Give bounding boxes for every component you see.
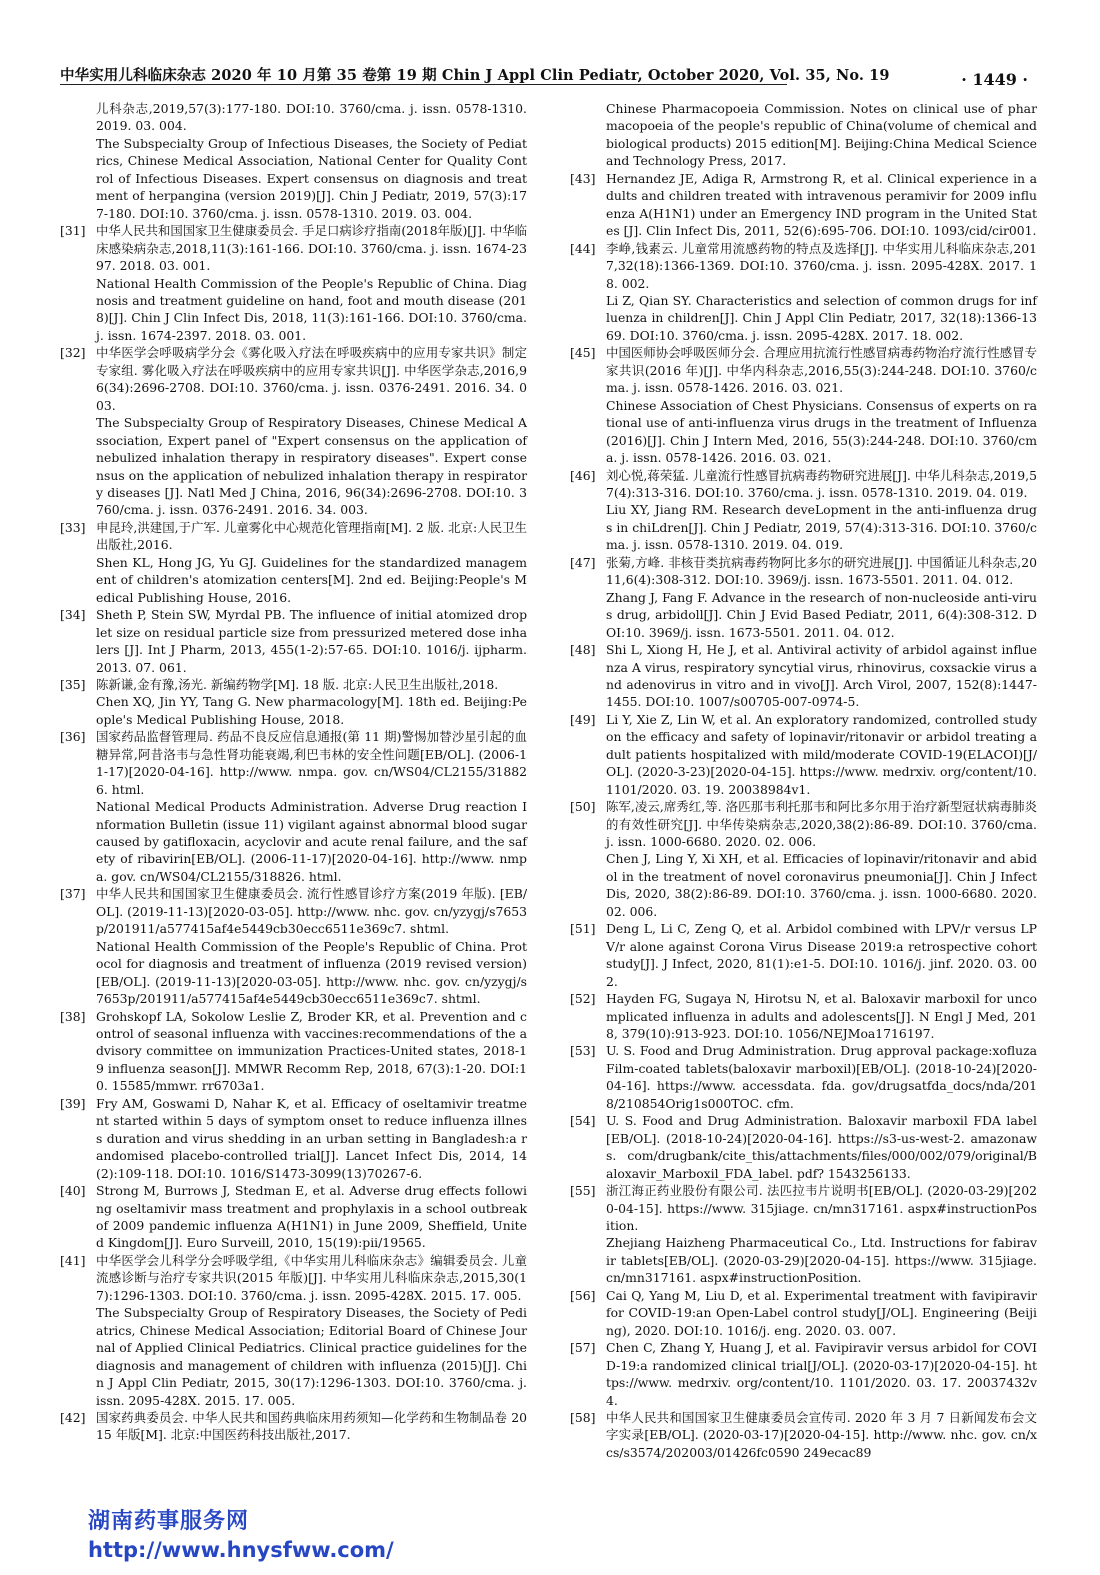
reference-text-english: Shi L, Xiong H, He J, et al. Antiviral activity of arbidol against influenza A virus, respiratory syncytial virus, rhinovirus, coxsackie virus and adenovirus in vitro and in vivo[J]. Arch Virol, 2007, 152(8):1447-1455. DOI:10. 1007/s00705-007-0974-5. — [606, 642, 1037, 710]
reference-number: [51] — [570, 921, 596, 937]
reference-number: [54] — [570, 1113, 596, 1129]
reference-text-chinese: 申昆玲,洪建国,于广军. 儿童雾化中心规范化管理指南[M]. 2 版. 北京:人民卫生出版社,2016. — [96, 519, 527, 553]
reference-entry — [570, 1112, 1037, 1182]
reference-text-chinese: 国家药典委员会. 中华人民共和国药典临床用药须知—化学药和生物制品卷 2015 年版[M]. 北京:中国医药科技出版社,2017. — [96, 1409, 527, 1443]
reference-number: [35] — [60, 676, 86, 692]
reference-entry — [60, 1252, 527, 1409]
reference-text-english: Li Z, Qian SY. Characteristics and selection of common drugs for influenza in children[J]. Chin J Appl Clin Pediatr, 2017, 32(18):1366-1369. DOI:10. 3760/cma. j. issn. 2095-428X. 2017. 18. 002. — [606, 292, 1037, 343]
reference-entry — [570, 711, 1037, 798]
reference-number: [47] — [570, 554, 596, 570]
reference-text-english: The Subspecialty Group of Respiratory Diseases, the Society of Pediatrics, Chinese Medical Association; Editorial Board of Chinese Journal of Applied Clinical Pediatrics. Clinical practice guidelines for the diagnosis and management of children with influenza (2015)[J]. Chin J Appl Clin Pediatr, 2015, 30(17):1296-1303. DOI:10. 3760/cma. j. issn. 2095-428X. 2015. 17. 005. — [96, 1305, 527, 1408]
reference-text-english: Hayden FG, Sugaya N, Hirotsu N, et al. Baloxavir marboxil for uncomplicated influenza in adults and adolescents[J]. N Engl J Med, 2018, 379(10):913-923. DOI:10. 1056/NEJMoa1716197. — [606, 991, 1037, 1042]
reference-entry — [60, 519, 527, 606]
reference-number: [41] — [60, 1252, 86, 1268]
reference-entry — [570, 1339, 1037, 1409]
reference-number: [38] — [60, 1008, 86, 1024]
reference-text-english: Hernandez JE, Adiga R, Armstrong R, et al. Clinical experience in adults and children treated with intravenous peramivir for 2009 influenza A(H1N1) under an Emergency IND program in the United States [J]. Clin Infect Dis, 2011, 52(6):695-706. DOI:10. 1093/cid/cir001. — [606, 170, 1037, 239]
reference-text-english: Li Y, Xie Z, Lin W, et al. An exploratory randomized, controlled study on the efficacy and safety of lopinavir/ritonavir or arbidol treating adult patients hospitalized with mild/moderate COVID-19(ELACOI)[J/OL]. (2020-3-23)[2020-04-15]. https://www. medrxiv. org/content/10. 1101/2020. 03. 19. 20038984v1. — [606, 711, 1037, 797]
reference-entry — [570, 1409, 1037, 1461]
reference-column-right — [570, 100, 1037, 1461]
reference-number: [57] — [570, 1340, 596, 1356]
reference-entry — [570, 990, 1037, 1042]
watermark-site-name: 湖南药事服务网 — [88, 1509, 250, 1534]
reference-text-english: National Medical Products Administration. Adverse Drug reaction Information Bulletin (issue 11) vigilant against abnormal blood sugar caused by gatifloxacin, acyclovir and acute renal failure, and the safety of ribavirin[EB/OL]. (2006-11-17)[2020-04-16]. http://www. nmpa. gov. cn/WS04/CL2155/318826. html. — [96, 799, 527, 884]
reference-number: [33] — [60, 519, 86, 535]
reference-number: [48] — [570, 642, 596, 658]
reference-entry — [60, 100, 527, 222]
reference-text-chinese: 儿科杂志,2019,57(3):177-180. DOI:10. 3760/cma. j. issn. 0578-1310. 2019. 03. 004. — [96, 101, 527, 134]
reference-text-chinese: 李峥,钱素云. 儿童常用流感药物的特点及选择[J]. 中华实用儿科临床杂志,2017,32(18):1366-1369. DOI:10. 3760/cma. j. issn. 2095-428X. 2017. 18. 002. — [606, 240, 1037, 291]
reference-entry — [60, 606, 527, 676]
reference-number: [45] — [570, 345, 596, 361]
reference-text-english: Deng L, Li C, Zeng Q, et al. Arbidol combined with LPV/r versus LPV/r alone against Corona Virus Disease 2019:a retrospective cohort study[J]. J Infect, 2020, 81(1):e1-5. DOI:10. 1016/j. jinf. 2020. 03. 002. — [606, 921, 1037, 989]
reference-entry — [570, 1287, 1037, 1339]
reference-number: [44] — [570, 240, 596, 256]
reference-text-english: Chen C, Zhang Y, Huang J, et al. Favipiravir versus arbidol for COVID-19:a randomized clinical trial[J/OL]. (2020-03-17)[2020-04-15]. https://www. medrxiv. org/content/10. 1101/2020. 03. 17. 20037432v4. — [606, 1340, 1037, 1408]
reference-text-english: The Subspecialty Group of Respiratory Diseases, Chinese Medical Association, Expert panel of "Expert consensus on the application of nebulized inhalation therapy in respiratory diseases". Expert consensus on the application of nebulized inhalation therapy in respiratory diseases [J]. Natl Med J China, 2016, 96(34):2696-2708. DOI:10. 3760/cma. j. issn. 0376-2491. 2016. 34. 003. — [96, 415, 527, 518]
reference-text-english: Chinese Pharmacopoeia Commission. Notes on clinical use of pharmacopoeia of the people's republic of China(volume of chemical and biological products) 2015 edition[M]. Beijing:China Medical Science and Technology Press, 2017. — [606, 101, 1037, 169]
page-number: · 1449 · — [961, 70, 1028, 89]
reference-text-english: Fry AM, Goswami D, Nahar K, et al. Efficacy of oseltamivir treatment started within 5 days of symptom onset to reduce influenza illness duration and virus shedding in an urban setting in Bangladesh:a randomised placebo-controlled trial[J]. Lancet Infect Dis, 2014, 14(2):109-118. DOI:10. 1016/S1473-3099(13)70267-6. — [96, 1095, 527, 1181]
reference-text-english: Grohskopf LA, Sokolow Leslie Z, Broder KR, et al. Prevention and control of seasonal influenza with vaccines:recommendations of the advisory committee on immunization Practices-United states, 2018-19 influenza season[J]. MMWR Recomm Rep, 2018, 67(3):1-20. DOI:10. 15585/mmwr. rr6703a1. — [96, 1008, 527, 1094]
reference-entry — [60, 222, 527, 344]
reference-entry — [570, 467, 1037, 554]
reference-number: [52] — [570, 991, 596, 1007]
reference-entry — [570, 344, 1037, 466]
reference-entry — [570, 1182, 1037, 1287]
watermark-url[interactable]: http://www.hnysfww.com/ — [88, 1538, 394, 1562]
reference-text-english: Chen XQ, Jin YY, Tang G. New pharmacology[M]. 18th ed. Beijing:People's Medical Publishing House, 2018. — [96, 694, 527, 727]
reference-text-english: Zhejiang Haizheng Pharmaceutical Co., Ltd. Instructions for fabiravir tablets[EB/OL]. (2020-03-29)[2020-04-15]. https://www. 315jiage. cn/mn317161. aspx#instructionPosition. — [606, 1235, 1037, 1286]
reference-entry — [60, 728, 527, 885]
reference-text-chinese: 中国医师协会呼吸医师分会. 合理应用抗流行性感冒病毒药物治疗流行性感冒专家共识(2016 年)[J]. 中华内科杂志,2016,55(3):244-248. DOI:10. 3760/cma. j. issn. 0578-1426. 2016. 03. 021. — [606, 345, 1037, 396]
reference-entry — [60, 344, 527, 519]
reference-number: [58] — [570, 1409, 596, 1425]
reference-number: [34] — [60, 607, 86, 623]
reference-entry — [570, 170, 1037, 240]
reference-entry — [60, 1095, 527, 1182]
reference-number: [42] — [60, 1409, 86, 1425]
reference-number: [32] — [60, 345, 86, 361]
reference-text-chinese: 中华人民共和国国家卫生健康委员会宣传司. 2020 年 3 月 7 日新闻发布会文字实录[EB/OL]. (2020-03-17)[2020-04-15]. http://www. nhc. gov. cn/xcs/s3574/202003/01426fc0590 249ecac89 — [606, 1409, 1037, 1460]
reference-number: [49] — [570, 711, 596, 727]
reference-text-chinese: 刘心悦,蒋荣猛. 儿童流行性感冒抗病毒药物研究进展[J]. 中华儿科杂志,2019,57(4):313-316. DOI:10. 3760/cma. j. issn. 0578-1310. 2019. 04. 019. — [606, 467, 1037, 500]
reference-number: [53] — [570, 1043, 596, 1059]
reference-text-english: Shen KL, Hong JG, Yu GJ. Guidelines for the standardized management of children's atomization centers[M]. 2nd ed. Beijing:People's Medical Publishing House, 2016. — [96, 554, 527, 605]
reference-entry — [570, 641, 1037, 711]
reference-entry — [570, 798, 1037, 920]
reference-column-left — [60, 100, 527, 1444]
reference-text-chinese: 陈新谦,金有豫,汤光. 新编药物学[M]. 18 版. 北京:人民卫生出版社,2018. — [96, 676, 499, 692]
watermark — [88, 1508, 394, 1564]
reference-text-english: Liu XY, Jiang RM. Research deveLopment in the anti-influenza drugs in chiLdren[J]. Chin J Pediatr, 2019, 57(4):313-316. DOI:10. 3760/cma. j. issn. 0578-1310. 2019. 04. 019. — [606, 502, 1037, 553]
reference-text-chinese: 国家药品监督管理局. 药品不良反应信息通报(第 11 期)警惕加替沙星引起的血糖异常,阿昔洛韦与急性肾功能衰竭,利巴韦林的安全性问题[EB/OL]. (2006-11-17)[2020-04-16]. http://www. nmpa. gov. cn/WS04/CL2155/318826. html. — [96, 729, 527, 797]
reference-number: [56] — [570, 1287, 596, 1303]
reference-number: [55] — [570, 1183, 596, 1199]
reference-entry — [570, 554, 1037, 641]
reference-number: [36] — [60, 729, 86, 745]
reference-entry — [570, 100, 1037, 170]
reference-text-chinese: 张菊,方峰. 非核苷类抗病毒药物阿比多尔的研究进展[J]. 中国循证儿科杂志,2011,6(4):308-312. DOI:10. 3969/j. issn. 1673-5501. 2011. 04. 012. — [606, 554, 1037, 588]
header-rule — [60, 84, 787, 85]
reference-text-english: U. S. Food and Drug Administration. Drug approval package:xofluza Film-coated tablets(baloxavir marboxil)[EB/OL]. (2018-10-24)[2020-04-16]. https://www. accessdata. fda. gov/drugsatfda_docs/nda/2018/210854Orig1s000TOC. cfm. — [606, 1043, 1037, 1111]
reference-text-chinese: 陈军,凌云,席秀红,等. 洛匹那韦利托那韦和阿比多尔用于治疗新型冠状病毒肺炎的有效性研究[J]. 中华传染病杂志,2020,38(2):86-89. DOI:10. 3760/cma. j. issn. 1000-6680. 2020. 02. 006. — [606, 799, 1037, 850]
reference-number: [50] — [570, 799, 596, 815]
reference-text-english: National Health Commission of the People's Republic of China. Protocol for diagnosis and treatment of influenza (2019 revised version)[EB/OL]. (2019-11-13)[2020-03-05]. http://www. nhc. gov. cn/yzygj/s7653p/201911/a577415af4e5449cb30ecc6511e369c7. shtml. — [96, 938, 527, 1007]
reference-entry — [60, 885, 527, 1007]
reference-entry — [570, 1042, 1037, 1112]
reference-text-chinese: 中华人民共和国国家卫生健康委员会. 流行性感冒诊疗方案(2019 年版). [EB/OL]. (2019-11-13)[2020-03-05]. http://www. nhc. gov. cn/yzygj/s7653p/201911/a577415af4e5449cb30ecc6511e369c7. shtml. — [96, 886, 527, 937]
reference-entry — [60, 1008, 527, 1095]
reference-entry — [60, 1409, 527, 1444]
reference-number: [39] — [60, 1095, 86, 1111]
reference-entry — [570, 240, 1037, 345]
reference-text-english: Chinese Association of Chest Physicians. Consensus of experts on rational use of anti-influenza virus drugs in the treatment of Influenza (2016)[J]. Chin J Intern Med, 2016, 55(3):244-248. DOI:10. 3760/cma. j. issn. 0578-1426. 2016. 03. 021. — [606, 397, 1037, 466]
running-header: 中华实用儿科临床杂志 2020 年 10 月第 35 卷第 19 期 Chin J Appl Clin Pediatr, October 2020, Vol. 35, No. 19 — [60, 67, 890, 84]
reference-text-chinese: 中华医学会呼吸病学分会《雾化吸入疗法在呼吸疾病中的应用专家共识》制定专家组. 雾化吸入疗法在呼吸疾病中的应用专家共识[J]. 中华医学杂志,2016,96(34):2696-2708. DOI:10. 3760/cma. j. issn. 0376-2491. 2016. 34. 003. — [96, 345, 527, 413]
reference-text-chinese: 中华人民共和国国家卫生健康委员会. 手足口病诊疗指南(2018年版)[J]. 中华临床感染病杂志,2018,11(3):161-166. DOI:10. 3760/cma. j. issn. 1674-2397. 2018. 03. 001. — [96, 223, 527, 274]
reference-text-chinese: 中华医学会儿科学分会呼吸学组,《中华实用儿科临床杂志》编辑委员会. 儿童流感诊断与治疗专家共识(2015 年版)[J]. 中华实用儿科临床杂志,2015,30(17):1296-1303. DOI:10. 3760/cma. j. issn. 2095-428X. 2015. 17. 005. — [96, 1252, 527, 1303]
reference-text-chinese: 浙江海正药业股份有限公司. 法匹拉韦片说明书[EB/OL]. (2020-03-29)[2020-04-15]. https://www. 315jiage. cn/mn317161. aspx#instructionPosition. — [606, 1183, 1037, 1233]
reference-number: [40] — [60, 1183, 86, 1199]
reference-text-english: Chen J, Ling Y, Xi XH, et al. Efficacies of lopinavir/ritonavir and abidol in the treatment of novel coronavirus pneumonia[J]. Chin J Infect Dis, 2020, 38(2):86-89. DOI:10. 3760/cma. j. issn. 1000-6680. 2020. 02. 006. — [606, 851, 1037, 919]
reference-text-english: Zhang J, Fang F. Advance in the research of non-nucleoside anti-virus drug, arbidoll[J]. Chin J Evid Based Pediatr, 2011, 6(4):308-312. DOI:10. 3969/j. issn. 1673-5501. 2011. 04. 012. — [606, 589, 1037, 640]
reference-text-english: Cai Q, Yang M, Liu D, et al. Experimental treatment with favipiravir for COVID-19:an Open-Label control study[J/OL]. Engineering (Beijing), 2020. DOI:10. 1016/j. eng. 2020. 03. 007. — [606, 1287, 1037, 1338]
reference-entry — [60, 676, 527, 728]
reference-number: [43] — [570, 170, 596, 186]
reference-number: [46] — [570, 467, 596, 483]
reference-text-english: U. S. Food and Drug Administration. Baloxavir marboxil FDA label [EB/OL]. (2018-10-24)[2020-04-16]. https://s3-us-west-2. amazonaws. com/drugbank/cite_this/attachments/files/000/002/079/original/Baloxavir_Marboxil_FDA_label. pdf? 1543256133. — [606, 1113, 1037, 1181]
reference-number: [37] — [60, 886, 86, 902]
reference-text-english: The Subspecialty Group of Infectious Diseases, the Society of Pediatrics, Chinese Medical Association, National Center for Quality Control of Infectious Diseases. Expert consensus on diagnosis and treatment of herpangina (version 2019)[J]. Chin J Pediatr, 2019, 57(3):177-180. DOI:10. 3760/cma. j. issn. 0578-1310. 2019. 03. 004. — [96, 135, 527, 221]
reference-entry — [570, 920, 1037, 990]
reference-entry — [60, 1182, 527, 1252]
reference-text-english: National Health Commission of the People's Republic of China. Diagnosis and treatment guideline on hand, foot and mouth disease (2018)[J]. Chin J Clin Infect Dis, 2018, 11(3):161-166. DOI:10. 3760/cma. j. issn. 1674-2397. 2018. 03. 001. — [96, 275, 527, 343]
reference-number: [31] — [60, 223, 86, 239]
reference-text-english: Sheth P, Stein SW, Myrdal PB. The influence of initial atomized droplet size on residual particle size from pressurized metered dose inhalers [J]. Int J Pharm, 2013, 455(1-2):57-65. DOI:10. 1016/j. ijpharm. 2013. 07. 061. — [96, 607, 527, 675]
reference-text-english: Strong M, Burrows J, Stedman E, et al. Adverse drug effects following oseltamivir mass treatment and prophylaxis in a school outbreak of 2009 pandemic influenza A(H1N1) in June 2009, Sheffield, United Kingdom[J]. Euro Surveill, 2010, 15(19):pii/19565. — [96, 1183, 527, 1251]
